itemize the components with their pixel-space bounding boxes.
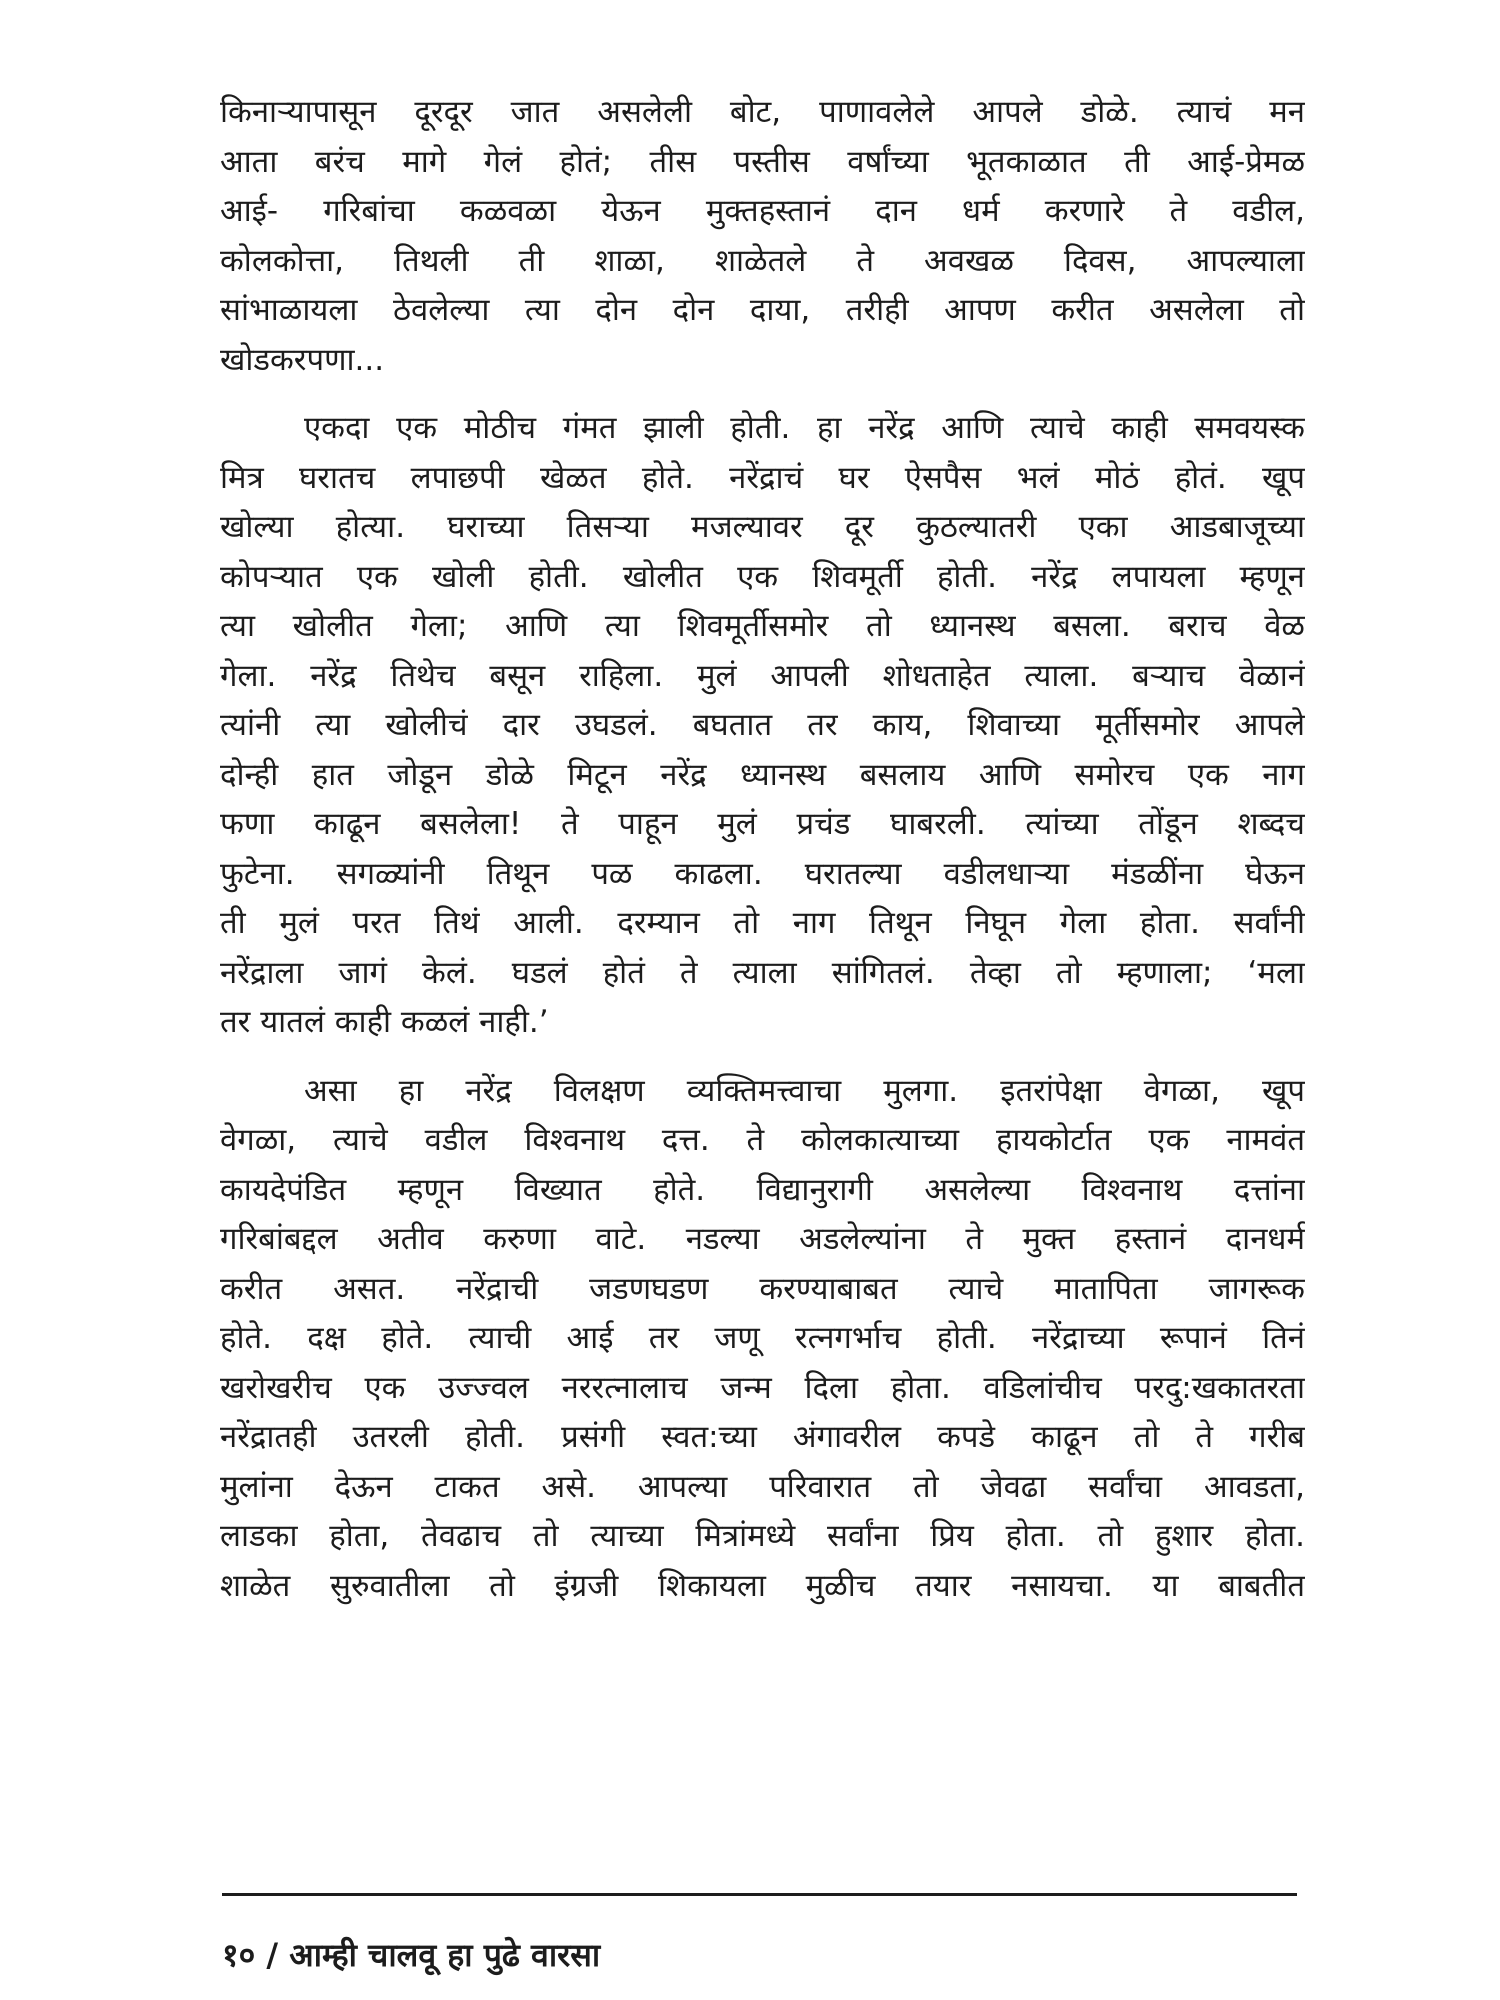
paragraph-1 — [220, 88, 1305, 385]
text-line: एकदा एक मोठीच गंमत झाली होती. हा नरेंद्र आणि त्याचे काही समवयस्क — [304, 410, 1305, 446]
paragraph-3 — [220, 1067, 1305, 1612]
text-line: फुटेना. सगळ्यांनी तिथून पळ काढला. घरातल्या वडीलधाऱ्या मंडळींना घेऊन — [220, 855, 1305, 892]
text-line: कायदेपंडित म्हणून विख्यात होते. विद्यानुरागी असलेल्या विश्वनाथ दत्तांना — [220, 1171, 1305, 1208]
text-line: फणा काढून बसलेला! ते पाहून मुलं प्रचंड घाबरली. त्यांच्या तोंडून शब्दच — [220, 806, 1305, 842]
text-line: आता बरंच मागे गेलं होतं; तीस पस्तीस वर्षांच्या भूतकाळात ती आई-प्रेमळ — [220, 143, 1305, 180]
text-line: गरिबांबद्दल अतीव करुणा वाटे. नडल्या अडलेल्यांना ते मुक्त हस्तानं दानधर्म — [220, 1221, 1305, 1257]
text-line: मुलांना देऊन टाकत असे. आपल्या परिवारात तो जेवढा सर्वांचा आवडता, — [220, 1468, 1305, 1505]
text-line: सांभाळायला ठेवलेल्या त्या दोन दोन दाया, तरीही आपण करीत असलेला तो — [220, 292, 1305, 328]
page-body — [220, 88, 1305, 1611]
text-line: होते. दक्ष होते. त्याची आई तर जणू रत्नगर्भाच होती. नरेंद्राच्या रूपानं तिनं — [220, 1320, 1305, 1356]
text-line: नरेंद्रातही उतरली होती. प्रसंगी स्वत:च्या अंगावरील कपडे काढून तो ते गरीब — [220, 1419, 1305, 1455]
page-footer: १० / आम्ही चालवू हा पुढे वारसा — [222, 1936, 601, 1974]
text-line: कोलकोत्ता, तिथली ती शाळा, शाळेतले ते अवखळ दिवस, आपल्याला — [220, 242, 1305, 279]
text-line: असा हा नरेंद्र विलक्षण व्यक्तिमत्त्वाचा मुलगा. इतरांपेक्षा वेगळा, खूप — [304, 1072, 1305, 1109]
text-line: मित्र घरातच लपाछपी खेळत होते. नरेंद्राचं घर ऐसपैस भलं मोठं होतं. खूप — [220, 459, 1305, 496]
text-line: आई- गरिबांचा कळवळा येऊन मुक्तहस्तानं दान धर्म करणारे ते वडील, — [220, 193, 1305, 229]
text-line: ती मुलं परत तिथं आली. दरम्यान तो नाग तिथून निघून गेला होता. सर्वांनी — [220, 905, 1305, 941]
text-line: लाडका होता, तेवढाच तो त्याच्या मित्रांमध्ये सर्वांना प्रिय होता. तो हुशार होता. — [220, 1518, 1305, 1554]
text-line: वेगळा, त्याचे वडील विश्वनाथ दत्त. ते कोलकात्याच्या हायकोर्टात एक नामवंत — [220, 1122, 1305, 1158]
text-line: त्यांनी त्या खोलीचं दार उघडलं. बघतात तर काय, शिवाच्या मूर्तीसमोर आपले — [220, 707, 1305, 743]
text-line: तर यातलं काही कळलं नाही.’ — [220, 1004, 549, 1040]
text-line: किनाऱ्यापासून दूरदूर जात असलेली बोट, पाणावलेले आपले डोळे. त्याचं मन — [220, 94, 1305, 130]
paragraph-2 — [220, 404, 1305, 1048]
text-line: करीत असत. नरेंद्राची जडणघडण करण्याबाबत त्याचे मातापिता जागरूक — [220, 1270, 1305, 1307]
text-line: गेला. नरेंद्र तिथेच बसून राहिला. मुलं आपली शोधताहेत त्याला. बऱ्याच वेळानं — [220, 657, 1305, 694]
text-line: खोल्या होत्या. घराच्या तिसऱ्या मजल्यावर दूर कुठल्यातरी एका आडबाजूच्या — [220, 509, 1305, 545]
text-line: खोडकरपणा... — [220, 341, 385, 378]
text-line: शाळेत सुरुवातीला तो इंग्रजी शिकायला मुळीच तयार नसायचा. या बाबतीत — [220, 1567, 1305, 1604]
text-line: त्या खोलीत गेला; आणि त्या शिवमूर्तीसमोर तो ध्यानस्थ बसला. बराच वेळ — [220, 608, 1305, 644]
text-line: नरेंद्राला जागं केलं. घडलं होतं ते त्याला सांगितलं. तेव्हा तो म्हणाला; ‘मला — [220, 954, 1305, 991]
text-line: दोन्ही हात जोडून डोळे मिटून नरेंद्र ध्यानस्थ बसलाय आणि समोरच एक नाग — [220, 756, 1305, 793]
text-line: कोपऱ्यात एक खोली होती. खोलीत एक शिवमूर्ती होती. नरेंद्र लपायला म्हणून — [220, 558, 1305, 595]
footer-divider — [222, 1893, 1297, 1896]
text-line: खरोखरीच एक उज्ज्वल नररत्नालाच जन्म दिला होता. वडिलांचीच परदु:खकातरता — [220, 1369, 1305, 1406]
